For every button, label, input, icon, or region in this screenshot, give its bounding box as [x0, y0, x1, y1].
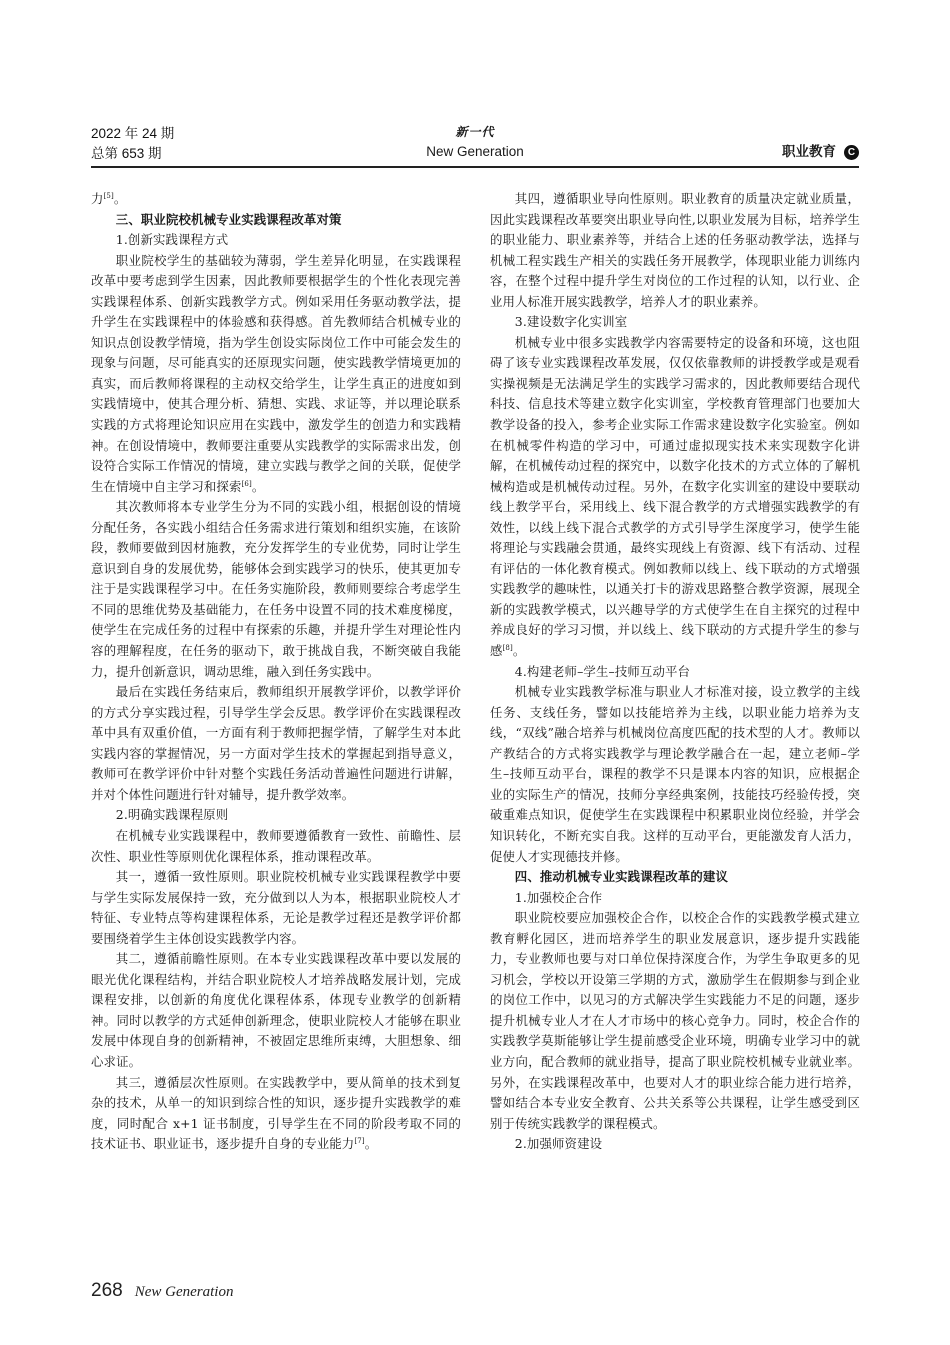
- citation-ref: [6]: [241, 479, 252, 488]
- body-paragraph: [91, 949, 461, 1072]
- section-heading: [91, 210, 461, 231]
- subsection-heading: [91, 805, 461, 826]
- footer-journal-title: New Generation: [134, 1284, 234, 1300]
- paragraph-text: 其三，遵循层次性原则。在实践教学中，要从简单的技术到复杂的技术，从单一的知识到综合性的知识，逐步提升实践教学的难度，同时配合 x+1 证书制度，引导学生在不同的阶段考取不同的技术证书、职业证书，逐步提升自身的专业能力: [91, 1074, 461, 1152]
- paragraph-text: 三、职业院校机械专业实践课程改革对策: [115, 211, 342, 227]
- issue-line: 2022 年 24 期: [91, 126, 175, 141]
- journal-english-title: New Generation: [426, 144, 524, 159]
- citation-ref: [8]: [502, 643, 513, 652]
- paragraph-text: 2.明确实践课程原则: [115, 807, 229, 823]
- section-heading: [490, 867, 860, 888]
- body-paragraph: [91, 867, 461, 949]
- right-column: [490, 189, 860, 1155]
- paragraph-text: 1.加强校企合作: [514, 889, 603, 905]
- body-paragraph: 其三，遵循层次性原则。在实践教学中，要从简单的技术到复杂的技术，从单一的知识到综合性的知识，逐步提升实践教学的难度，同时配合 x+1 证书制度，引导学生在不同的阶段考取不同的技术证书、职业证书，逐步提升自身的专业能力[7]。: [91, 1074, 461, 1152]
- section-badge-icon: C: [844, 145, 859, 160]
- paragraph-text: 4.构建老师–学生–技师互动平台: [514, 663, 691, 679]
- paragraph-text: 职业院校学生的基础较为薄弱，学生差异化明显，在实践课程改革中要考虑到学生因素，因此教师要根据学生的个性化表现完善实践课程体系、创新实践教学方式。例如采用任务驱动教学法，提升学生在实践课程中的体验感和获得感。首先教师结合机械专业的知识点创设教学情境，指为学生创设实际岗位工作中可能会发生的现象与问题，尽可能真实的还原现实问题，使实践教学情境更加的真实，而后教师将课程的主动权交给学生，让学生真正的进度如到实践情境中，使其合理分析、猜想、实践、求证等，并以理论联系实践的方式将理论知识应用在实践中，激发学生的创造力和实践精神。在创设情境中，教师要注重要从实践教学的实际需求出发，创设符合实际工作情况的情境，建立实践与教学之间的关联，促使学生在情境中自主学习和探索: [91, 252, 461, 494]
- paragraph-text: 2.加强师资建设: [514, 1136, 603, 1152]
- body-paragraph: 机械专业中很多实践教学内容需要特定的设备和环境，这也阻碍了该专业实践课程改革发展，仅仅依靠教师的讲授教学或是观看实操视频是无法满足学生的实践学习需求的，因此教师要结合现代科技、信息技术等建立数字化实训室，学校教育管理部门也要加大教学设备的投入，参考企业实际工作需求建设数字化实验室。例如在机械零件构造的学习中，可通过虚拟现实技术来实现数字化讲解，在机械传动过程的探究中，以数字化技术的方式立体的了解机械构造或是机械传动过程。另外，在数字化实训室的建设中要联动线上教学平台，采用线上、线下混合教学的方式增强实践教学的有效性，以线上线下混合式教学的方式引导学生深度学习，使学生能将理论与实践融会贯通，最终实现线上有资源、线下有活动、过程有评估的一体化教育模式。例如教师以线上、线下联动的方式增强实践教学的趣味性，以通关打卡的游戏思路整合教学资源，展现全新的实践教学模式，以兴趣导学的方式使学生在自主探究的过程中养成良好的学习习惯，并以线上、线下联动的方式提升学生的参与感[8]。: [490, 334, 860, 659]
- paragraph-text: 其二，遵循前瞻性原则。在本专业实践课程改革中要以发展的眼光优化课程结构，并结合职业院校人才培养战略发展计划，完成课程安排，以创新的角度优化课程体系，体现专业教学的创新精神。同时以教学的方式延伸创新理念，使职业院校人才能够在职业发展中体现自身的创新精神，不被固定思维所束缚，大胆想象、细心求证。: [91, 951, 461, 1069]
- subsection-heading: [91, 230, 461, 251]
- body-paragraph: [91, 682, 461, 805]
- page-footer: [91, 1280, 233, 1302]
- journal-logo: 新一代: [455, 125, 495, 139]
- page-number: 268: [91, 1280, 123, 1301]
- header-rule: [91, 166, 859, 168]
- paragraph-text: 力: [91, 191, 104, 206]
- paragraph-text: 其次教师将本专业学生分为不同的实践小组，根据创设的情境分配任务，各实践小组结合任务需求进行策划和组织实施，在该阶段，教师要做到因材施教，充分发挥学生的专业优势，同时让学生意识到自身的发展优势，能够体会到实践学习的快乐，使其更加专注于是实践课程学习中。在任务实施阶段，教师则要综合考虑学生不同的思维优势及基础能力，在任务中设置不同的技术难度梯度，使学生在完成任务的过程中有探索的乐趣，并提升学生对理论性内容的理解程度，在任务的驱动下，敢于挑战自我，不断突破自我能力，提升创新意识，调动思维，融入到任务实践中。: [91, 499, 461, 679]
- paragraph-text: 四、推动机械专业实践课程改革的建议: [514, 869, 728, 885]
- section-title: 职业教育: [782, 144, 836, 159]
- body-paragraph: [91, 826, 461, 867]
- subsection-heading: [490, 888, 860, 909]
- citation-ref: [7]: [354, 1137, 365, 1146]
- paragraph-text: 1.创新实践课程方式: [115, 232, 229, 248]
- body-paragraph: [490, 682, 860, 867]
- subsection-heading: [490, 662, 860, 683]
- paragraph-text: 3.建设数字化实训室: [514, 314, 628, 330]
- paragraph-text: 最后在实践任务结束后，教师组织开展教学评价，以教学评价的方式分享实践过程，引导学生学会反思。教学评价在实践课程改革中具有双重价值，一方面有利于教师把握学情，了解学生对本此实践内容的掌握情况，另一方面对学生技术的掌握起到指导意义，教师可在教学评价中针对整个实践任务活动普遍性问题进行讲解，并对个体性问题进行针对辅导，提升教学效率。: [91, 684, 461, 802]
- total-issue-line: 总第 653 期: [91, 146, 162, 161]
- paragraph-text: 机械专业中很多实践教学内容需要特定的设备和环境，这也阻碍了该专业实践课程改革发展，仅仅依靠教师的讲授教学或是观看实操视频是无法满足学生的实践学习需求的，因此教师要结合现代科技、信息技术等建立数字化实训室，学校教育管理部门也要加大教学设备的投入，参考企业实际工作需求建设数字化实验室。例如在机械零件构造的学习中，可通过虚拟现实技术来实现数字化讲解，在机械传动过程的探究中，以数字化技术的方式立体的了解机械构造或是机械传动过程。另外，在数字化实训室的建设中要联动线上教学平台，采用线上、线下混合教学的方式增强实践教学的有效性，以线上线下混合式教学的方式引导学生深度学习，使学生能将理论与实践融会贯通，最终实现线上有资源、线下有活动、过程有评估的一体化教育模式。例如教师以线上、线下联动的方式增强实践教学的趣味性，以通关打卡的游戏思路整合教学资源，展现全新的实践教学模式，以兴趣导学的方式使学生在自主探究的过程中养成良好的学习习惯，并以线上、线下联动的方式提升学生的参与感: [490, 334, 860, 659]
- section-label: [782, 142, 859, 162]
- body-paragraph: [490, 189, 860, 312]
- paragraph-text: 其四，遵循职业导向性原则。职业教育的质量决定就业质量，因此实践课程改革要突出职业导向性,以职业发展为目标，培养学生的职业能力、职业素养等，并结合上述的任务驱动教学法，选择与机械工程实践生产相关的实践任务开展教学，体现职业能力训练内容，在整个过程中提升学生对岗位的工作过程的认知，以行业、企业用人标准开展实践教学，培养人才的职业素养。: [490, 191, 860, 309]
- paragraph-text: 其一，遵循一致性原则。职业院校机械专业实践课程教学中要与学生实际发展保持一致，充分做到以人为本，根据职业院校人才特征、专业特点等构建课程体系，无论是教学过程还是教学评价都要围绕着学生主体创设实践教学内容。: [91, 869, 461, 946]
- body-paragraph: [490, 908, 860, 1134]
- body-paragraph: [91, 497, 461, 682]
- paragraph-text: 机械专业实践教学标准与职业人才标准对接，设立教学的主线任务、支线任务，譬如以技能培养为主线，以职业能力培养为支线，“双线”融合培养与机械岗位高度匹配的技术型的人才。教师以产教结合的方式将实践教学与理论教学融合在一起，建立老师–学生–技师互动平台，课程的教学不只是课本内容的知识，应根据企业的实际生产的情况，技师分享经典案例，技能技巧经验传授，突破重难点知识，促使学生在实践课程中积累职业岗位经验，并学会知识转化，不断充实自我。这样的互动平台，更能激发育人活力，促使人才实现德技并修。: [490, 684, 860, 864]
- subsection-heading: [490, 312, 860, 333]
- left-column: [91, 189, 461, 1155]
- body-paragraph: 力[5]。: [91, 191, 127, 206]
- paragraph-text: 职业院校要应加强校企合作，以校企合作的实践教学模式建立教育孵化园区，进而培养学生的职业发展意识，逐步提升实践能力，专业教师也要与对口单位保持深度合作，为学生争取更多的见习机会，学校以开设第三学期的方式，激励学生在假期参与到企业的岗位工作中，以见习的方式解决学生实践能力不足的问题，逐步提升机械专业人才在人才市场中的核心竞争力。同时，校企合作的实践教学莫斯能够让学生提前感受企业环境，明确专业学习中的就业方向，配合教师的就业指导，提高了职业院校机械专业就业率。另外，在实践课程改革中，也要对人才的职业综合能力进行培养，譬如结合本专业安全教育、公共关系等公共课程，让学生感受到区别于传统实践教学的课程模式。: [490, 910, 860, 1131]
- body-paragraph: 职业院校学生的基础较为薄弱，学生差异化明显，在实践课程改革中要考虑到学生因素，因此教师要根据学生的个性化表现完善实践课程体系、创新实践教学方式。例如采用任务驱动教学法，提升学生在实践课程中的体验感和获得感。首先教师结合机械专业的知识点创设教学情境，指为学生创设实际岗位工作中可能会发生的现象与问题，尽可能真实的还原现实问题，使实践教学情境更加的真实，而后教师将课程的主动权交给学生，让学生真正的进度如到实践情境中，使其合理分析、猜想、实践、求证等，并以理论联系实践的方式将理论知识应用在实践中，激发学生的创造力和实践精神。在创设情境中，教师要注重要从实践教学的实际需求出发，创设符合实际工作情况的情境，建立实践与教学之间的关联，促使学生在情境中自主学习和探索[6]。: [91, 252, 461, 494]
- paragraph-text: 在机械专业实践课程中，教师要遵循教育一致性、前瞻性、层次性、职业性等原则优化课程体系，推动课程改革。: [91, 827, 461, 864]
- citation-ref: [5]: [103, 191, 114, 200]
- subsection-heading: [490, 1134, 860, 1155]
